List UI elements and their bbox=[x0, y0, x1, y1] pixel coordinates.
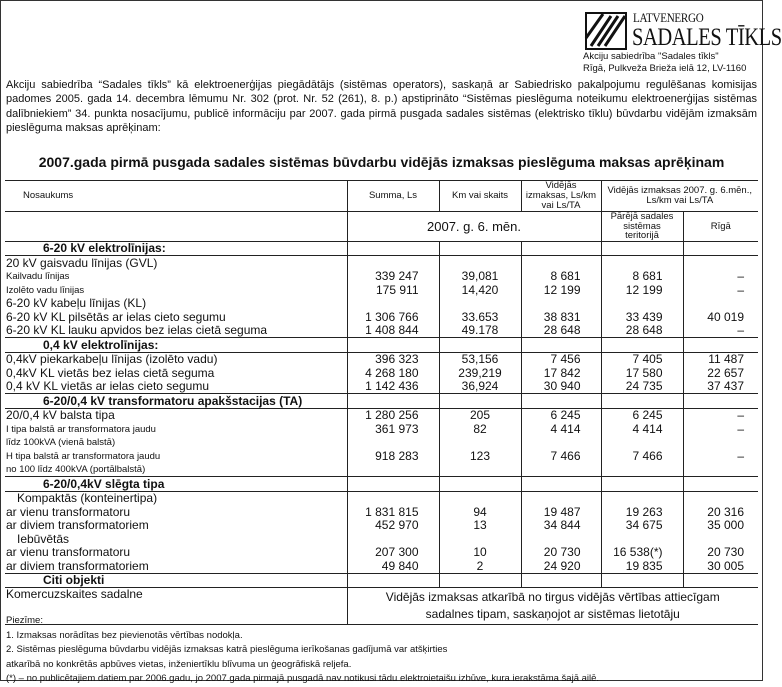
row-label: 20/0,4 kV balsta tipa bbox=[6, 408, 115, 422]
row-value: 22 657 bbox=[683, 366, 758, 380]
header-avg-2007: Vidējās izmaksas 2007. g. 6.mēn., Ls/km vai Ls/TA bbox=[601, 181, 758, 212]
subheader-other: Pārējā sadales sistēmas teritorijā bbox=[601, 212, 683, 242]
subheader-row bbox=[5, 212, 758, 242]
table-row bbox=[5, 297, 758, 311]
cost-table bbox=[5, 180, 758, 625]
row-value bbox=[439, 477, 521, 492]
row-value: 28 648 bbox=[601, 324, 683, 338]
row-value: 4 414 bbox=[521, 422, 601, 436]
row-value bbox=[347, 463, 439, 477]
header-km: Km vai skaits bbox=[439, 181, 521, 212]
row-value bbox=[683, 338, 758, 353]
row-value: 361 973 bbox=[347, 422, 439, 436]
row-value: 19 835 bbox=[601, 559, 683, 573]
row-value bbox=[601, 532, 683, 546]
row-value bbox=[439, 297, 521, 311]
row-value: – bbox=[683, 408, 758, 422]
row-value: 175 911 bbox=[347, 283, 439, 297]
row-value bbox=[347, 394, 439, 409]
row-label: Izolēto vadu līnijas bbox=[6, 284, 85, 296]
table-row bbox=[5, 256, 758, 270]
row-value bbox=[521, 241, 601, 256]
row-value: 49.178 bbox=[439, 324, 521, 338]
header-name: Nosaukums bbox=[5, 181, 347, 212]
header-sum: Summa, Ls bbox=[347, 181, 439, 212]
row-value: 205 bbox=[439, 408, 521, 422]
row-value bbox=[601, 491, 683, 505]
row-value bbox=[683, 463, 758, 477]
table-row bbox=[5, 366, 758, 380]
note-line: atkarībā no konkrētās apbūves vietas, inženiertīklu blīvuma un ģeogrāfiskā reljefa. bbox=[6, 658, 352, 670]
row-value bbox=[683, 241, 758, 256]
row-value: – bbox=[683, 283, 758, 297]
row-label: Kailvadu līnijas bbox=[6, 271, 70, 282]
row-value bbox=[439, 436, 521, 450]
row-label: H tipa balstā ar transformatora jaudu bbox=[6, 450, 161, 462]
section-heading-row bbox=[5, 241, 758, 256]
row-label: 0,4kV piekarkabeļu līnijas (izolēto vadu) bbox=[6, 352, 218, 366]
row-value bbox=[347, 491, 439, 505]
row-value bbox=[439, 463, 521, 477]
row-value: – bbox=[683, 422, 758, 436]
row-value: 10 bbox=[439, 546, 521, 560]
row-value: 339 247 bbox=[347, 270, 439, 284]
row-value: 6 245 bbox=[601, 408, 683, 422]
address-line2: Rīgā, Pulkveža Brieža ielā 12, LV-1160 bbox=[583, 63, 747, 74]
row-value: 11 487 bbox=[683, 352, 758, 366]
row-value bbox=[347, 436, 439, 450]
row-value bbox=[439, 394, 521, 409]
row-label: 6-20 kV KL lauku apvidos bez ielas cietā seguma bbox=[6, 323, 268, 337]
document-title: 2007.gada pirmā pusgada sadales sistēmas būvdarbu vidējās izmaksas pieslēguma maksas aprēķinam bbox=[38, 154, 725, 170]
row-value: 7 405 bbox=[601, 352, 683, 366]
company-logo bbox=[585, 10, 782, 52]
row-value: 6 245 bbox=[521, 408, 601, 422]
row-value: 34 844 bbox=[521, 519, 601, 533]
row-value: 36,924 bbox=[439, 380, 521, 394]
row-value: 19 487 bbox=[521, 505, 601, 519]
row-value: 24 920 bbox=[521, 559, 601, 573]
row-value bbox=[521, 463, 601, 477]
header-avg: Vidējās izmaksas, Ls/km vai Ls/TA bbox=[521, 181, 601, 212]
row-value bbox=[439, 256, 521, 270]
row-label: līdz 100kVA (vienā balstā) bbox=[6, 437, 116, 448]
intro-paragraph: Akciju sabiedrība “Sadales tīkls” kā elektroenerģijas piegādātājs (sistēmas operators), saskaņā ar Sabiedrisko pakalpojumu regulēšanas komisijas padomes 2005. gada 14. decembra lēmumu Nr. 302 (prot. Nr. 52 (261), 8. p.) apstiprināto “Sistēmas pieslēguma noteikumu elektroenerģijas sistēmas dalībniekiem” 34. punkta nosacījumu, publicē informāciju par 2007. gada pirmā pusgada sadales sistēmas (elektrisko tīklu) būvdarbu vidējām izmaksām pieslēguma maksas aprēķinam: bbox=[6, 79, 757, 134]
section-heading-row bbox=[5, 394, 758, 409]
logo-line2: SADALES TĪKLS bbox=[632, 24, 782, 51]
row-value bbox=[601, 297, 683, 311]
row-value: 17 842 bbox=[521, 366, 601, 380]
row-value bbox=[521, 394, 601, 409]
row-label: ar diviem transformatoriem bbox=[6, 558, 149, 573]
row-value: 452 970 bbox=[347, 519, 439, 533]
section-heading-row bbox=[5, 573, 758, 588]
row-value: 19 263 bbox=[601, 505, 683, 519]
row-value bbox=[521, 297, 601, 311]
row-value bbox=[347, 532, 439, 546]
table-row bbox=[5, 310, 758, 324]
subheader-period: 2007. g. 6. mēn. bbox=[347, 212, 601, 242]
row-value: 20 730 bbox=[521, 546, 601, 560]
note-line: 2. Sistēmas pieslēguma būvdarbu vidējās izmaksas katrā pieslēguma ierīkošanas gadījumā var atšķirties bbox=[6, 644, 448, 655]
table-row bbox=[5, 505, 758, 519]
row-label: 6-20 kV elektrolīnijas: bbox=[5, 241, 347, 256]
table-row bbox=[5, 519, 758, 533]
table-row bbox=[5, 352, 758, 366]
row-value: 1 408 844 bbox=[347, 324, 439, 338]
row-value: 2 bbox=[439, 559, 521, 573]
row-value: 33.653 bbox=[439, 310, 521, 324]
row-value bbox=[601, 477, 683, 492]
row-label: no 100 līdz 400kVA (portālbalstā) bbox=[6, 464, 146, 475]
row-value: – bbox=[683, 449, 758, 463]
table-row bbox=[5, 270, 758, 284]
company-address bbox=[583, 51, 746, 75]
row-value: 1 142 436 bbox=[347, 380, 439, 394]
subheader-riga: Rīgā bbox=[683, 212, 758, 242]
table-row bbox=[5, 463, 758, 477]
table-row bbox=[5, 449, 758, 463]
table-row bbox=[5, 324, 758, 338]
row-value: 12 199 bbox=[521, 283, 601, 297]
row-value bbox=[521, 532, 601, 546]
row-value: 12 199 bbox=[601, 283, 683, 297]
row-value: 33 439 bbox=[601, 310, 683, 324]
row-value: 7 466 bbox=[601, 449, 683, 463]
row-value bbox=[521, 477, 601, 492]
table-row bbox=[5, 408, 758, 422]
row-value: 17 580 bbox=[601, 366, 683, 380]
row-value: 37 437 bbox=[683, 380, 758, 394]
row-value: 20 316 bbox=[683, 505, 758, 519]
row-value: 4 414 bbox=[601, 422, 683, 436]
row-label: 0,4 kV KL vietās ar ielas cieto segumu bbox=[6, 379, 209, 393]
section-heading-row bbox=[5, 338, 758, 353]
row-value bbox=[347, 477, 439, 492]
note-line: 1. Izmaksas norādītas bez pievienotās vērtības nodokļa. bbox=[6, 629, 243, 641]
row-value: 396 323 bbox=[347, 352, 439, 366]
row-value: 34 675 bbox=[601, 519, 683, 533]
row-value: 30 005 bbox=[683, 559, 758, 573]
row-value bbox=[683, 532, 758, 546]
row-label: 6-20/0,4 kV transformatoru apakšstacijas (TA) bbox=[5, 394, 347, 409]
row-label: Komercuzskaites sadalne bbox=[5, 588, 347, 625]
row-value bbox=[601, 338, 683, 353]
table-row bbox=[5, 559, 758, 573]
row-value bbox=[601, 256, 683, 270]
address-line1: Akciju sabiedrība "Sadales tīkls" bbox=[583, 51, 719, 62]
row-value bbox=[521, 573, 601, 588]
table-row bbox=[5, 491, 758, 505]
row-value bbox=[601, 436, 683, 450]
row-label: 0,4 kV elektrolīnijas: bbox=[5, 338, 347, 353]
row-label: Citi objekti bbox=[5, 573, 347, 588]
row-value: 20 730 bbox=[683, 546, 758, 560]
row-label: ar diviem transformatoriem bbox=[6, 518, 149, 532]
row-label: 20 kV gaisvadu līnijas (GVL) bbox=[6, 255, 158, 270]
row-value: 82 bbox=[439, 422, 521, 436]
row-value: 7 466 bbox=[521, 449, 601, 463]
row-value: 38 831 bbox=[521, 310, 601, 324]
note-line: Piezīme: bbox=[6, 615, 43, 626]
row-value bbox=[439, 241, 521, 256]
table-row bbox=[5, 436, 758, 450]
logo-line1: LATVENERGO bbox=[633, 10, 704, 25]
table-row bbox=[5, 380, 758, 394]
row-value bbox=[683, 256, 758, 270]
row-value: 8 681 bbox=[521, 270, 601, 284]
logo-stripes-icon bbox=[585, 12, 627, 50]
table-row bbox=[5, 532, 758, 546]
row-value bbox=[347, 256, 439, 270]
row-value bbox=[601, 463, 683, 477]
row-label: Kompaktās (konteinertipa) bbox=[17, 491, 158, 505]
row-value: 4 268 180 bbox=[347, 366, 439, 380]
row-value: 94 bbox=[439, 505, 521, 519]
row-value bbox=[601, 573, 683, 588]
row-value: 53,156 bbox=[439, 352, 521, 366]
row-value bbox=[347, 297, 439, 311]
row-value: 123 bbox=[439, 449, 521, 463]
row-value bbox=[347, 338, 439, 353]
row-value bbox=[521, 338, 601, 353]
row-value bbox=[439, 491, 521, 505]
row-value: 28 648 bbox=[521, 324, 601, 338]
row-value: 40 019 bbox=[683, 310, 758, 324]
row-value: 1 831 815 bbox=[347, 505, 439, 519]
row-label: 0,4kV KL vietās bez ielas cietā seguma bbox=[6, 365, 215, 380]
row-value bbox=[683, 477, 758, 492]
section-heading-row bbox=[5, 477, 758, 492]
row-value bbox=[347, 573, 439, 588]
row-value: – bbox=[683, 270, 758, 284]
row-value bbox=[439, 532, 521, 546]
header-row bbox=[5, 181, 758, 212]
row-label: ar vienu transformatoru bbox=[6, 545, 131, 559]
row-value: 16 538(*) bbox=[601, 546, 683, 560]
row-value bbox=[521, 436, 601, 450]
row-label: ar vienu transformatoru bbox=[6, 504, 131, 519]
note-line: (*) – no publicētajiem datiem par 2006.gadu, jo 2007.gada pirmajā pusgadā nav notikusi tādu elektroietaišu izbūve, kura ierakstāma šajā ailē. bbox=[6, 673, 600, 684]
row-value: 30 940 bbox=[521, 380, 601, 394]
row-value bbox=[521, 256, 601, 270]
row-value bbox=[347, 241, 439, 256]
row-value: 35 000 bbox=[683, 519, 758, 533]
row-value: 13 bbox=[439, 519, 521, 533]
row-value bbox=[439, 338, 521, 353]
row-value bbox=[683, 573, 758, 588]
row-value: 1 306 766 bbox=[347, 310, 439, 324]
row-value: 14,420 bbox=[439, 283, 521, 297]
row-value: 39,081 bbox=[439, 270, 521, 284]
row-label: I tipa balstā ar transformatora jaudu bbox=[6, 423, 156, 435]
subheader-blank bbox=[5, 212, 347, 242]
row-value bbox=[683, 436, 758, 450]
row-value bbox=[601, 241, 683, 256]
table-row bbox=[5, 546, 758, 560]
row-label: 6-20 kV KL pilsētās ar ielas cieto segumu bbox=[6, 309, 226, 324]
row-value: 7 456 bbox=[521, 352, 601, 366]
row-label: 6-20/0,4kV slēgta tipa bbox=[5, 477, 347, 492]
row-value: 918 283 bbox=[347, 449, 439, 463]
row-value bbox=[683, 491, 758, 505]
row-value: 1 280 256 bbox=[347, 408, 439, 422]
row-value bbox=[683, 297, 758, 311]
row-value: 207 300 bbox=[347, 546, 439, 560]
row-value: 239,219 bbox=[439, 366, 521, 380]
row-label: 6-20 kV kabeļu līnijas (KL) bbox=[6, 296, 147, 310]
table-row bbox=[5, 283, 758, 297]
row-value bbox=[601, 394, 683, 409]
row-value: 24 735 bbox=[601, 380, 683, 394]
row-label: Iebūvētās bbox=[17, 531, 70, 546]
row-value bbox=[521, 491, 601, 505]
row-value: 49 840 bbox=[347, 559, 439, 573]
row-value bbox=[439, 573, 521, 588]
row-value bbox=[683, 394, 758, 409]
notes bbox=[6, 614, 599, 687]
row-value: – bbox=[683, 324, 758, 338]
row-note: Vidējās izmaksas atkarībā no tirgus vidējās vērtības attiecīgam sadalnes tipam, saskaņojot ar sistēmas lietotāju bbox=[347, 588, 758, 625]
row-value: 8 681 bbox=[601, 270, 683, 284]
table-row bbox=[5, 422, 758, 436]
